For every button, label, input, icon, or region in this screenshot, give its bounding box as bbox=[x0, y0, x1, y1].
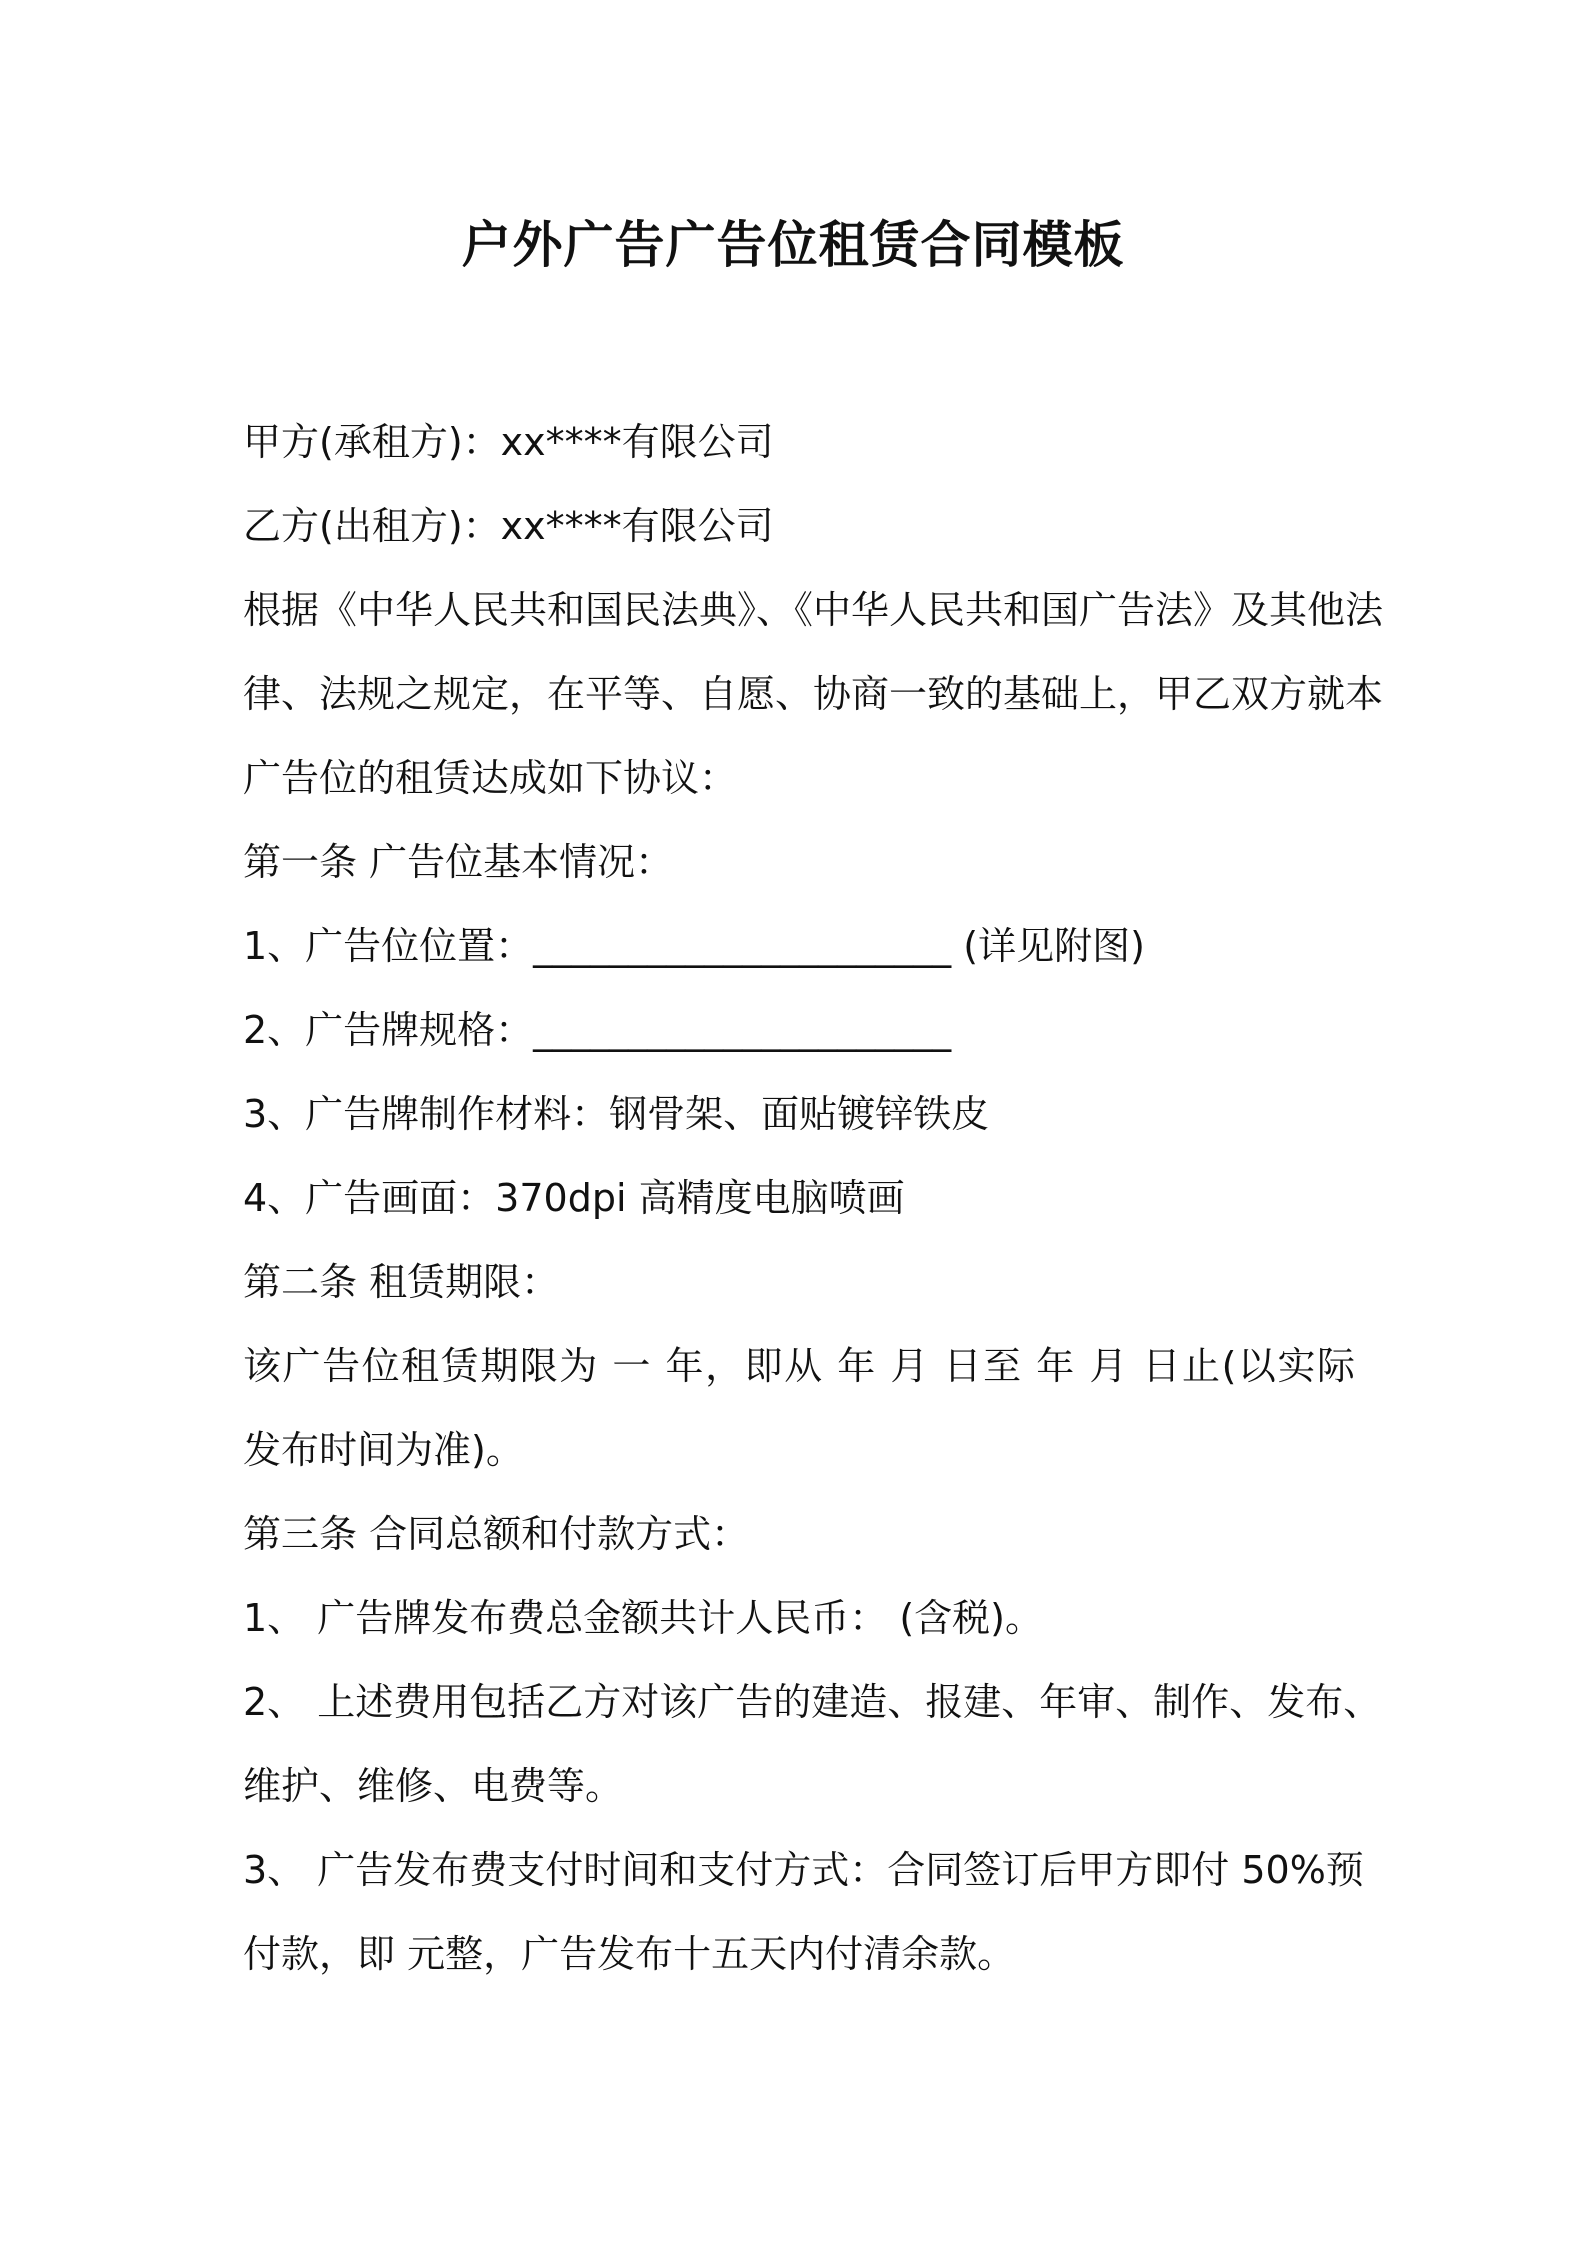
article-2-text-line-2: 发布时间为准)。 bbox=[243, 1428, 524, 1472]
article-3-heading: 第三条 合同总额和付款方式： bbox=[243, 1512, 750, 1556]
party-b-line: 乙方(出租方)：xx****有限公司 bbox=[243, 504, 774, 548]
article-2-heading: 第二条 租赁期限： bbox=[243, 1260, 560, 1304]
article-3-item-3-line-2: 付款，即 元整，广告发布十五天内付清余款。 bbox=[243, 1932, 1016, 1976]
document-body bbox=[243, 400, 1384, 1996]
article-3-item-2-line-2: 维护、维修、电费等。 bbox=[243, 1764, 624, 1808]
document-title: 户外广告广告位租赁合同模板 bbox=[461, 216, 1125, 274]
party-a-line: 甲方(承租方)：xx****有限公司 bbox=[243, 420, 774, 464]
article-3-item-3-line-1: 3、 广告发布费支付时间和支付方式：合同签订后甲方即付 50%预 bbox=[243, 1848, 1364, 1892]
preamble-line-1: 根据《中华人民共和国民法典》、《中华人民共和国广告法》及其他法 bbox=[243, 588, 1384, 632]
preamble-line-2: 律、法规之规定，在平等、自愿、协商一致的基础上，甲乙双方就本 bbox=[243, 672, 1384, 716]
article-1-item-2: 2、广告牌规格：______________________ bbox=[243, 1008, 952, 1052]
article-1-heading: 第一条 广告位基本情况： bbox=[243, 840, 674, 884]
article-1-item-1: 1、广告位位置：______________________ (详见附图) bbox=[243, 924, 1145, 968]
article-2-text-line-1: 该广告位租赁期限为 一 年，即从 年 月 日至 年 月 日止(以实际 bbox=[243, 1344, 1355, 1388]
preamble-line-3: 广告位的租赁达成如下协议： bbox=[243, 756, 738, 800]
article-3-item-2-line-1: 2、 上述费用包括乙方对该广告的建造、报建、年审、制作、发布、 bbox=[243, 1680, 1382, 1724]
article-1-item-3: 3、广告牌制作材料：钢骨架、面贴镀锌铁皮 bbox=[243, 1092, 990, 1136]
article-1-item-4: 4、广告画面：370dpi 高精度电脑喷画 bbox=[243, 1176, 905, 1220]
article-3-item-1: 1、 广告牌发布费总金额共计人民币： (含税)。 bbox=[243, 1596, 1043, 1640]
